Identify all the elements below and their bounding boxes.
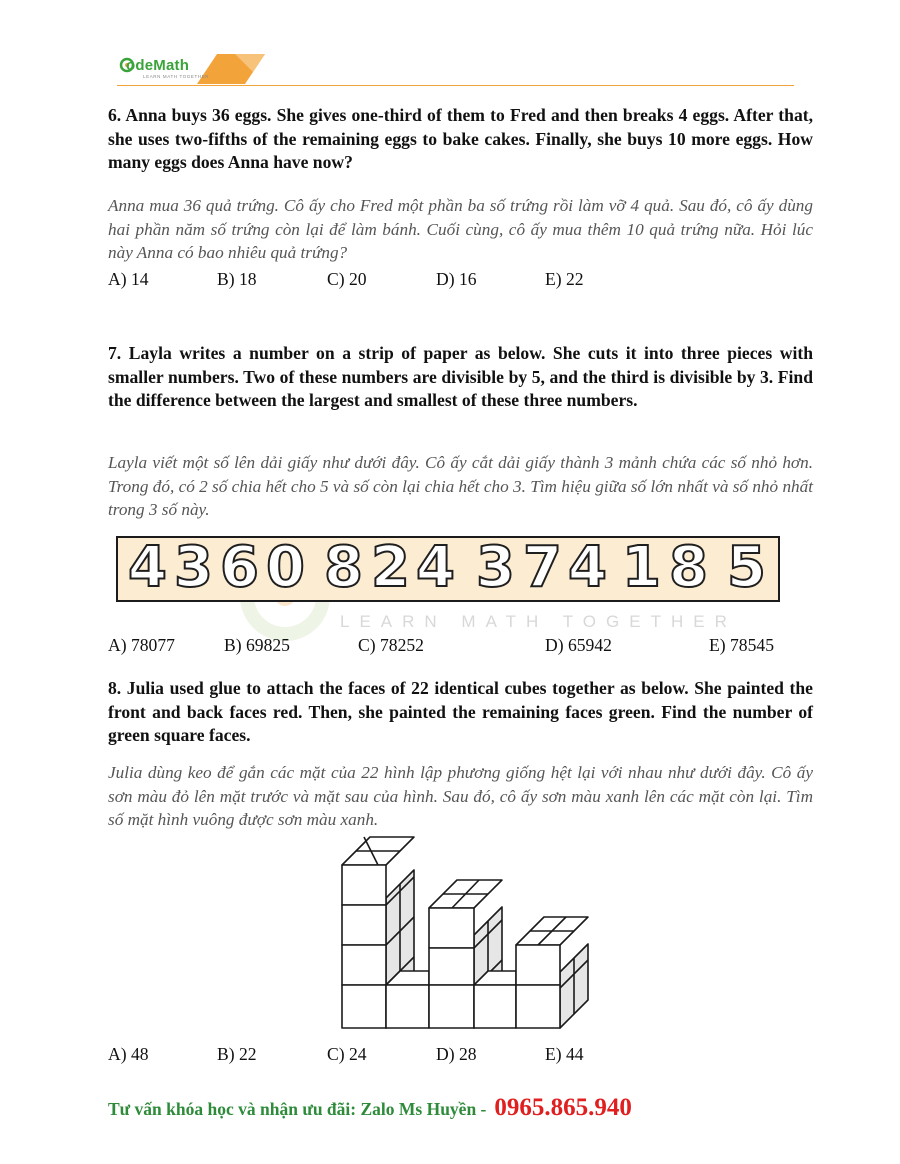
footer <box>108 1094 632 1122</box>
strip-digit: 8 <box>669 536 708 600</box>
strip-digit: 4 <box>568 536 607 600</box>
option-a: A) 78077 <box>108 635 175 655</box>
option-a: A) 48 <box>108 1044 149 1064</box>
strip-digit: 3 <box>476 536 515 600</box>
option-c: C) 24 <box>327 1044 367 1064</box>
option-b: B) 69825 <box>224 635 290 655</box>
strip-digit: 7 <box>523 536 562 600</box>
question-7-options <box>108 635 813 659</box>
cube-structure-figure <box>330 828 610 1034</box>
strip-digit: 8 <box>324 536 363 600</box>
question-8-translation: Julia dùng keo để gắn các mặt của 22 hình lập phương giống hệt lại với nhau như dưới đây. Cô ấy sơn màu đỏ lên mặt trước và mặt sau của hình. Sau đó, cô ấy sơn màu xanh lên các mặt còn lại. Tìm số mặt hình vuông được sơn màu xanh. <box>108 763 813 829</box>
option-c: C) 20 <box>327 269 367 289</box>
option-a: A) 14 <box>108 269 149 289</box>
strip-digit: 4 <box>416 536 455 600</box>
question-7-translation: Layla viết một số lên dải giấy như dưới đây. Cô ấy cắt dải giấy thành 3 mảnh chứa các số nhỏ hơn. Trong đó, có 2 số chia hết cho 5 và số còn lại chia hết cho 3. Tìm hiệu giữa số lớn nhất và số nhỏ nhất trong 3 số này. <box>108 453 813 519</box>
header-divider <box>117 85 794 86</box>
brand-tagline: LEARN MATH TOGETHER <box>143 74 210 79</box>
strip-digit: 6 <box>220 536 259 600</box>
option-e: E) 78545 <box>709 635 774 655</box>
strip-digit: 1 <box>622 536 661 600</box>
option-b: B) 18 <box>217 269 257 289</box>
footer-text: Tư vấn khóa học và nhận ưu đãi: Zalo Ms Huyền - <box>108 1099 487 1119</box>
strip-digit: 4 <box>128 536 167 600</box>
strip-digit: 0 <box>266 536 305 600</box>
option-c: C) 78252 <box>358 635 424 655</box>
brand-name: odeMath <box>126 57 190 74</box>
question-6-translation: Anna mua 36 quả trứng. Cô ấy cho Fred một phần ba số trứng rồi làm vỡ 4 quả. Sau đó, cô ấy dùng hai phần năm số trứng còn lại để làm bánh. Cuối cùng, cô ấy mua thêm 10 quả trứng nữa. Hỏi lúc này Anna có bao nhiêu quả trứng? <box>108 196 813 262</box>
option-d: D) 65942 <box>545 635 612 655</box>
strip-digit: 5 <box>727 536 766 600</box>
option-e: E) 44 <box>545 1044 584 1064</box>
question-8-options <box>108 1044 813 1068</box>
strip-digit: 2 <box>371 536 410 600</box>
question-7-text: 7. Layla writes a number on a strip of paper as below. She cuts it into three pieces with smaller numbers. Two of these numbers are divisible by 5, and the third is divisible by 3. Find the difference between the largest and smallest of these three numbers. <box>108 343 813 410</box>
question-8-text: 8. Julia used glue to attach the faces of 22 identical cubes together as below. She painted the front and back faces red. Then, she painted the remaining faces green. Find the number of green square faces. <box>108 678 813 745</box>
question-6-text: 6. Anna buys 36 eggs. She gives one-third of them to Fred and then breaks 4 eggs. After that, she uses two-fifths of the remaining eggs to bake cakes. Finally, she buys 10 more eggs. How many eggs does Anna have now? <box>108 105 813 172</box>
strip-digit: 3 <box>174 536 213 600</box>
option-b: B) 22 <box>217 1044 257 1064</box>
option-d: D) 16 <box>436 269 477 289</box>
question-6-options <box>108 269 813 293</box>
option-d: D) 28 <box>436 1044 477 1064</box>
watermark-text: LEARN MATH TOGETHER <box>340 612 737 631</box>
footer-phone[interactable]: 0965.865.940 <box>494 1094 632 1121</box>
option-e: E) 22 <box>545 269 584 289</box>
number-strip <box>116 536 780 602</box>
